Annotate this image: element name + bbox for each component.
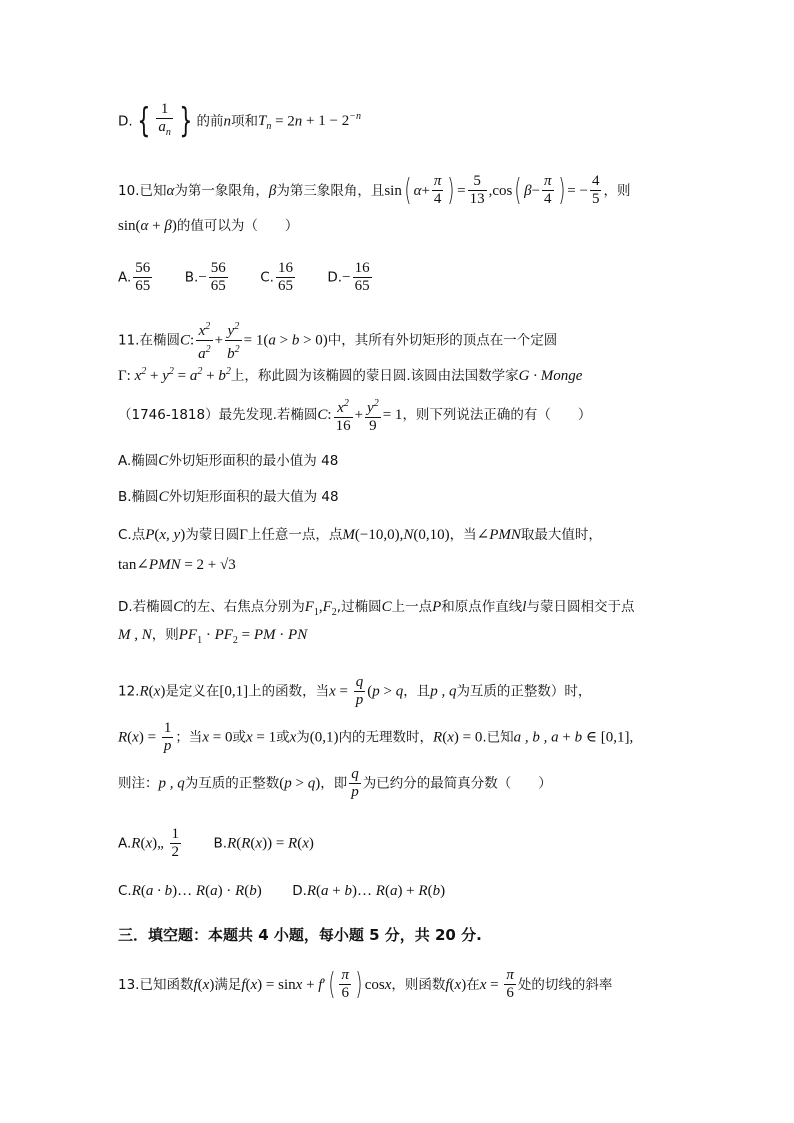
q11-option-d-line1: D.若椭圆C的左、右焦点分别为$F_1,F_2$,过椭圆C上一点P和原点作直线l与蒙日圆相交于点 [118, 599, 635, 618]
section-3-heading: 三．填空题：本题共 4 小题，每小题 5 分，共 20 分. [118, 926, 482, 944]
q13-line1: 13.已知函数f(x)满足f(x) = sinx + f′( $\frac{\pi}{6}$ ) cosx，则函数f(x)在x = $\frac{\pi}{6}$ 处的切线的斜率 [118, 967, 613, 1002]
q12-line3: 则注：p , q为互质的正整数(p > q)，即 $\frac{q}{p}$ 为已约分的最简真分数（ ） [118, 766, 552, 800]
q11-option-d-line2: M , N，则$PF_1 \cdot PF_2$ = PM · PN [118, 627, 308, 646]
q10-options: A. $\frac{56}{65}$ B.− $\frac{56}{65}$ C. $\frac{16}{65}$ D.− $\frac{16}{65}$ [118, 260, 370, 294]
q11-option-c-line1: C.点P(x, y)为蒙日圆Γ上任意一点，点M(−10,0),N(0,10)，当∠PMN取最大值时， [118, 527, 602, 543]
q11-option-c-line2: tan∠PMN = 2 + √3 [118, 557, 236, 573]
q12-options-cd: C.R(a · b)… R(a) · R(b) D.R(a + b)… R(a) + R(b) [118, 883, 446, 899]
q11-option-a: A.椭圆C外切矩形面积的最小值为 48 [118, 453, 339, 469]
q10-line2: sin(α + β)的值可以为（ ） [118, 218, 299, 234]
q12-line1: 12.R(x)是定义在[0,1]上的函数，当x = $\frac{q}{p}$ (p > q，且p , q为互质的正整数）时， [118, 674, 592, 708]
q11-line1: 11.在椭圆C: $\frac{x^2}{a^2}$ + $\frac{y^2}{b^2}$ = 1(a > b > 0)中，其所有外切矩形的顶点在一个定圆 [118, 318, 557, 363]
q11-option-b: B.椭圆C外切矩形面积的最大值为 48 [118, 489, 339, 505]
q11-line3: （1746-1818）最先发现.若椭圆C: $\frac{x^2}{16}$ + $\frac{y^2}{9}$ = 1，则下列说法正确的有（ ） [118, 395, 591, 435]
q9-option-d: D. { $\frac{1}{a_n}$ } 的前n项和$T_n = 2n + 1 - 2^{-n}$ [118, 101, 361, 141]
q10-line1: 10.已知α为第一象限角，β为第三象限角，且sin( α+ $\frac{\pi}{4}$ ) = $\frac{5}{13}$ ,cos( β− $\frac{\pi}{4}$ ) = − $\frac{4}{5}$ ，则 [118, 173, 631, 208]
q11-line2: Γ: $x^2 + y^2 = a^2 + b^2$上，称此圆为该椭圆的蒙日圆.该圆由法国数学家G · Monge [118, 366, 583, 384]
q12-options-ab: A.R(x)„ $\frac{1}{2}$ B.R(R(x)) = R(x) [118, 826, 314, 860]
q12-line2: R(x) = $\frac{1}{p}$ ；当x = 0或x = 1或x为(0,1)内的无理数时，R(x) = 0.已知a , b , a + b ∈ [0,1], [118, 720, 634, 754]
